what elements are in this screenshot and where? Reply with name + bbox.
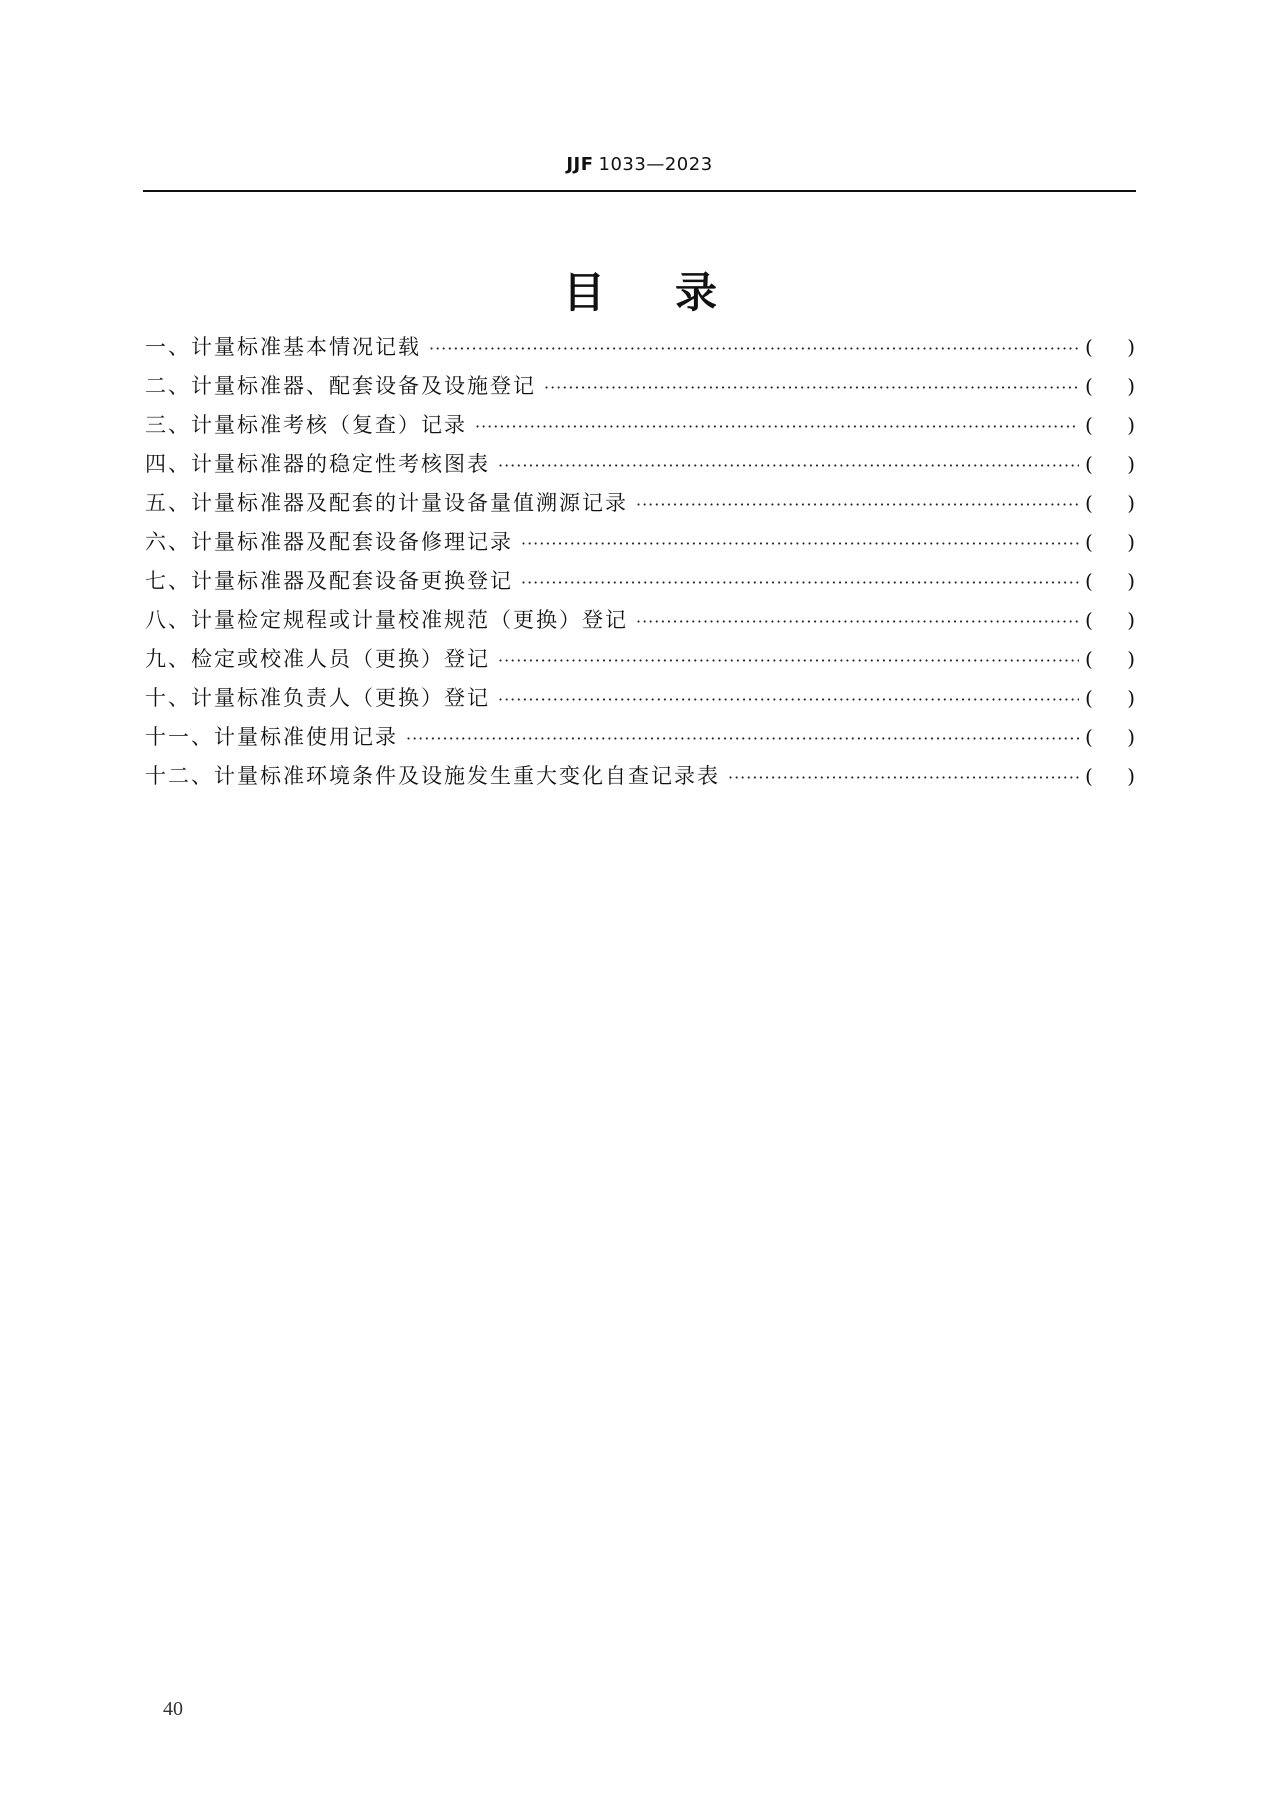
toc-item[interactable] bbox=[145, 445, 1135, 484]
toc-leader-dots bbox=[498, 446, 1079, 484]
page-title: 目录 bbox=[562, 268, 787, 318]
toc-item-label: 十一、计量标准使用记录 bbox=[145, 725, 398, 749]
toc-item-label: 一、计量标准基本情况记载 bbox=[145, 335, 421, 359]
toc-leader-dots bbox=[544, 368, 1079, 406]
toc-item[interactable] bbox=[145, 367, 1135, 406]
toc-item-label: 六、计量标准器及配套设备修理记录 bbox=[145, 530, 513, 554]
toc-page-placeholder: ( ) bbox=[1085, 530, 1135, 554]
toc-item-label: 十、计量标准负责人（更换）登记 bbox=[145, 686, 490, 710]
table-of-contents bbox=[145, 328, 1135, 796]
toc-item[interactable] bbox=[145, 601, 1135, 640]
toc-page-placeholder: ( ) bbox=[1085, 608, 1135, 632]
toc-leader-dots bbox=[429, 329, 1079, 367]
toc-item-label: 十二、计量标准环境条件及设施发生重大变化自查记录表 bbox=[145, 764, 720, 788]
standard-number: 1033—2023 bbox=[598, 154, 713, 175]
toc-page-placeholder: ( ) bbox=[1085, 335, 1135, 359]
page-header bbox=[143, 150, 1136, 192]
toc-item-label: 七、计量标准器及配套设备更换登记 bbox=[145, 569, 513, 593]
toc-item[interactable] bbox=[145, 757, 1135, 796]
toc-leader-dots bbox=[728, 758, 1079, 796]
toc-leader-dots bbox=[406, 719, 1079, 757]
toc-item[interactable] bbox=[145, 328, 1135, 367]
toc-page-placeholder: ( ) bbox=[1085, 647, 1135, 671]
standard-prefix: JJF bbox=[566, 154, 594, 175]
toc-item[interactable] bbox=[145, 718, 1135, 757]
toc-page-placeholder: ( ) bbox=[1085, 374, 1135, 398]
toc-leader-dots bbox=[475, 407, 1079, 445]
toc-item-label: 二、计量标准器、配套设备及设施登记 bbox=[145, 374, 536, 398]
toc-leader-dots bbox=[636, 485, 1079, 523]
toc-item[interactable] bbox=[145, 406, 1135, 445]
toc-leader-dots bbox=[498, 641, 1079, 679]
toc-page-placeholder: ( ) bbox=[1085, 764, 1135, 788]
toc-page-placeholder: ( ) bbox=[1085, 413, 1135, 437]
toc-item-label: 九、检定或校准人员（更换）登记 bbox=[145, 647, 490, 671]
toc-item[interactable] bbox=[145, 562, 1135, 601]
toc-leader-dots bbox=[498, 680, 1079, 718]
toc-leader-dots bbox=[521, 563, 1079, 601]
toc-page-placeholder: ( ) bbox=[1085, 686, 1135, 710]
toc-item-label: 八、计量检定规程或计量校准规范（更换）登记 bbox=[145, 608, 628, 632]
toc-page-placeholder: ( ) bbox=[1085, 569, 1135, 593]
toc-item[interactable] bbox=[145, 523, 1135, 562]
toc-item[interactable] bbox=[145, 484, 1135, 523]
toc-page-placeholder: ( ) bbox=[1085, 725, 1135, 749]
toc-item-label: 五、计量标准器及配套的计量设备量值溯源记录 bbox=[145, 491, 628, 515]
toc-page-placeholder: ( ) bbox=[1085, 491, 1135, 515]
toc-item-label: 三、计量标准考核（复查）记录 bbox=[145, 413, 467, 437]
toc-item-label: 四、计量标准器的稳定性考核图表 bbox=[145, 452, 490, 476]
page-number: 40 bbox=[163, 1698, 183, 1720]
toc-leader-dots bbox=[521, 524, 1079, 562]
toc-leader-dots bbox=[636, 602, 1079, 640]
toc-item[interactable] bbox=[145, 640, 1135, 679]
standard-code bbox=[143, 154, 1136, 175]
toc-item[interactable] bbox=[145, 679, 1135, 718]
toc-page-placeholder: ( ) bbox=[1085, 452, 1135, 476]
